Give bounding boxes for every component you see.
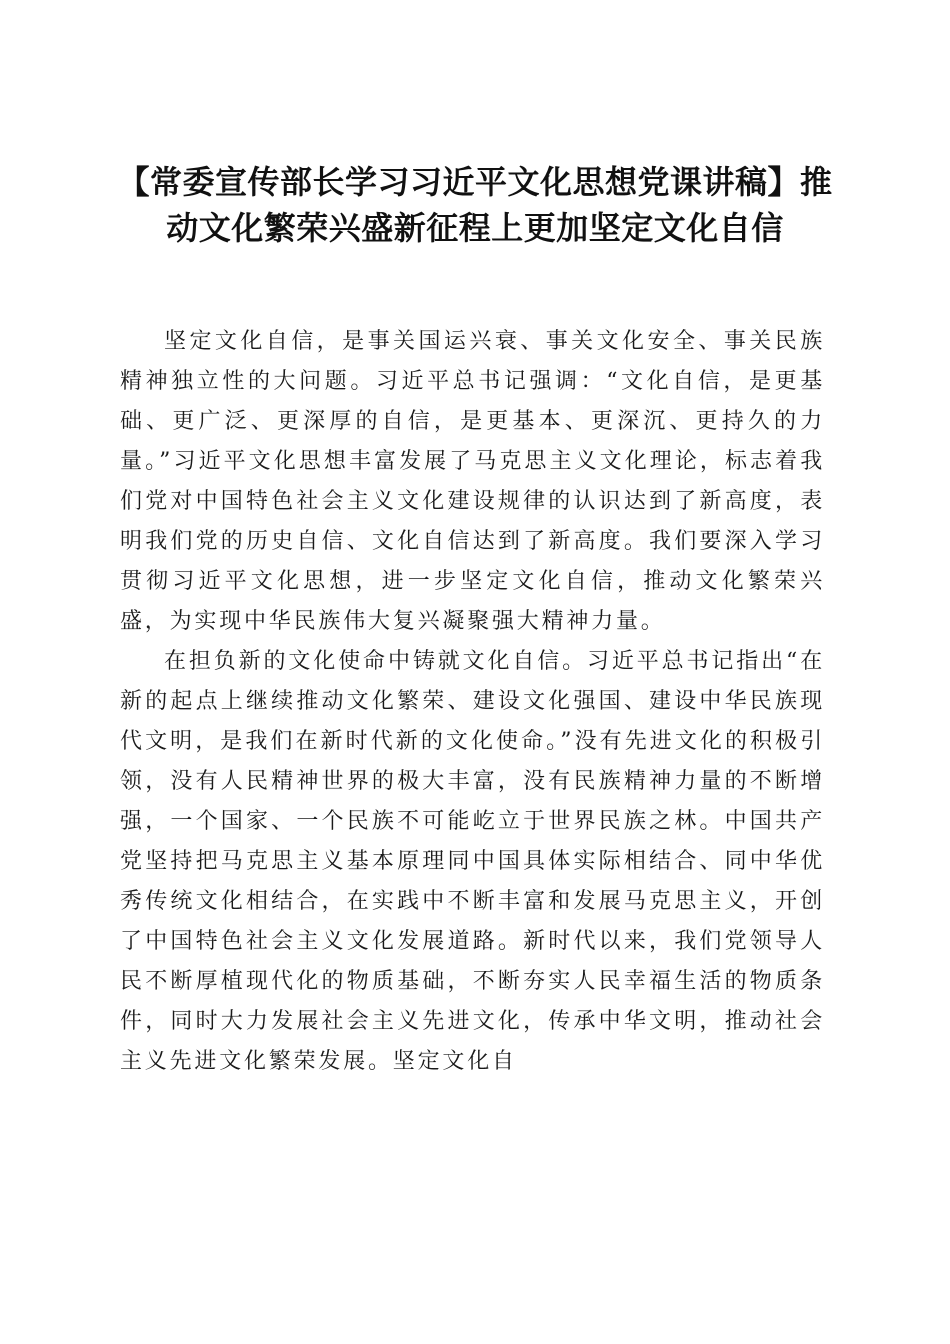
document-title: 【常委宣传部长学习习近平文化思想党课讲稿】推动文化繁荣兴盛新征程上更加坚定文化自信 xyxy=(117,163,833,248)
body-paragraph: 坚定文化自信，是事关国运兴衰、事关文化安全、事关民族精神独立性的大问题。习近平总书记强调：“文化自信，是更基础、更广泛、更深厚的自信，是更基本、更深沉、更持久的力量。”习近平文化思想丰富发展了马克思主义文化理论，标志着我们党对中国特色社会主义文化建设规律的认识达到了新高度，表明我们党的历史自信、文化自信达到了新高度。我们要深入学习贯彻习近平文化思想，进一步坚定文化自信，推动文化繁荣兴盛，为实现中华民族伟大复兴凝聚强大精神力量。 xyxy=(120,329,825,634)
document-body xyxy=(120,322,825,1082)
body-paragraph: 在担负新的文化使命中铸就文化自信。习近平总书记指出“在新的起点上继续推动文化繁荣、建设文化强国、建设中华民族现代文明，是我们在新时代新的文化使命。”没有先进文化的积极引领，没有人民精神世界的极大丰富，没有民族精神力量的不断增强，一个国家、一个民族不可能屹立于世界民族之林。中国共产党坚持把马克思主义基本原理同中国具体实际相结合、同中华优秀传统文化相结合，在实践中不断丰富和发展马克思主义，开创了中国特色社会主义文化发展道路。新时代以来，我们党领导人民不断厚植现代化的物质基础，不断夯实人民幸福生活的物质条件，同时大力发展社会主义先进文化，传承中华文明，推动社会主义先进文化繁荣发展。坚定文化自 xyxy=(120,649,825,1074)
